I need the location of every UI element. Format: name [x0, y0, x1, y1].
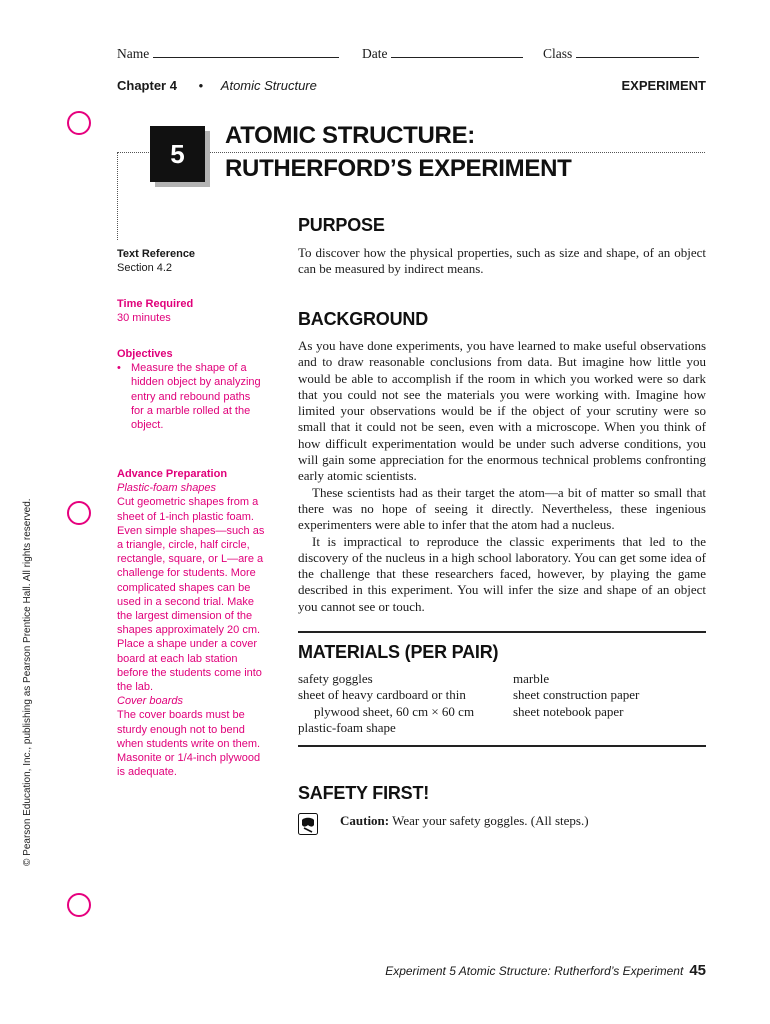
- material-item: sheet of heavy cardboard or thin: [298, 687, 466, 703]
- material-item: sheet notebook paper: [513, 703, 624, 719]
- objective-text: Measure the shape of a hidden object by analyzing entry and rebound paths for a marble rolled at the object.: [131, 362, 261, 432]
- class-blank: [576, 56, 699, 58]
- materials-column-2: [513, 671, 639, 720]
- binder-hole-middle: [67, 501, 91, 525]
- page-number: 45: [689, 962, 706, 979]
- purpose-heading: PURPOSE: [298, 215, 385, 235]
- caution-text: Wear your safety goggles. (All steps.): [392, 813, 589, 828]
- chapter-topic: Atomic Structure: [220, 78, 317, 93]
- material-item: plastic-foam shape: [298, 719, 396, 735]
- materials-column-1: [298, 671, 474, 736]
- binder-hole-top: [67, 111, 91, 135]
- name-label: Name: [117, 46, 150, 61]
- footer-text: Experiment 5 Atomic Structure: Rutherford’s Experiment: [385, 964, 684, 978]
- safety-heading: SAFETY FIRST!: [298, 783, 430, 803]
- chapter-line: [117, 78, 317, 93]
- sidebar-objectives: [117, 347, 272, 432]
- material-item: sheet construction paper: [513, 687, 640, 703]
- class-field: [543, 46, 699, 62]
- objective-item: [117, 361, 272, 432]
- background-paragraph-3: It is impractical to reproduce the classic experiments that led to the discovery of the nucleus in a high school laboratory. You can get some idea of the challenge that these researchers faced, however, by playing the game described in this experiment. You will infer the size and shape of an object you cannot see or touch.: [298, 533, 706, 614]
- name-field: [117, 46, 339, 62]
- title-dotted-vertical: [117, 152, 118, 240]
- material-item: marble: [513, 671, 550, 686]
- objectives-heading: Objectives: [117, 348, 173, 360]
- goggles-icon: [298, 813, 318, 835]
- background-paragraph-1: As you have done experiments, you have learned to make useful observations and to draw reasonable conclusions from data. But imagine how little you would be able to accomplish if the room in which you worked were so dark that you could not see the materials you were working with. Imagine how limited your observations would be if the object of your scrutiny were so small that it could not be seen, even with a microscope. When you think of how difficult experimentation would be under such adverse conditions, you will gain some appreciation for the enormous technical problems confronting early atomic scientists.: [298, 338, 706, 484]
- purpose-paragraph: To discover how the physical properties, such as size and shape, of an object can be measured by indirect means.: [298, 245, 706, 277]
- date-blank: [391, 56, 523, 58]
- experiment-tag: EXPERIMENT: [621, 78, 706, 93]
- text-reference-heading: Text Reference: [117, 248, 196, 260]
- class-label: Class: [543, 46, 573, 61]
- copyright-notice: © Pearson Education, Inc., publishing as Pearson Prentice Hall. All rights reserved.: [22, 498, 33, 866]
- objective-bullet: •: [117, 362, 121, 375]
- text-reference-value: Section 4.2: [117, 262, 173, 275]
- materials-top-rule: [298, 631, 706, 633]
- sidebar-text-reference: [117, 247, 272, 275]
- advance-prep-heading: Advance Preparation: [117, 468, 228, 480]
- cover-boards-text: The cover boards must be sturdy enough not to bend when students write on them. Masonite or 1/4-inch plywood is adequate.: [117, 709, 261, 779]
- caution-label: Caution:: [340, 813, 390, 828]
- title-line-1: ATOMIC STRUCTURE:: [225, 122, 475, 149]
- cover-boards-heading: Cover boards: [117, 695, 184, 708]
- page-title: [225, 119, 571, 185]
- plastic-foam-heading: Plastic-foam shapes: [117, 482, 217, 495]
- sidebar-time-required: [117, 297, 272, 325]
- time-required-value: 30 minutes: [117, 312, 171, 325]
- date-label: Date: [362, 46, 388, 61]
- purpose-text: [298, 245, 706, 278]
- material-item: safety goggles: [298, 671, 373, 686]
- page-footer: [385, 962, 706, 979]
- date-field: [362, 46, 523, 62]
- materials-heading: MATERIALS (PER PAIR): [298, 642, 499, 662]
- background-text: [298, 338, 706, 615]
- name-blank: [153, 56, 339, 58]
- sidebar-advance-preparation: [117, 467, 269, 779]
- binder-hole-bottom: [67, 893, 91, 917]
- chapter-number: Chapter 4: [117, 78, 177, 93]
- chapter-bullet: •: [198, 78, 204, 93]
- time-required-heading: Time Required: [117, 298, 194, 310]
- experiment-number: 5: [150, 126, 205, 182]
- material-item: plywood sheet, 60 cm × 60 cm: [314, 703, 475, 719]
- title-line-2: RUTHERFORD’S EXPERIMENT: [225, 155, 572, 182]
- caution-note: [340, 813, 589, 829]
- background-heading: BACKGROUND: [298, 309, 428, 329]
- background-paragraph-2: These scientists had as their target the atom—a bit of matter so small that there was no hope of seeing it directly. Nevertheless, these ingenious experimenters were able to infer that the atom had a nucleus.: [298, 484, 706, 533]
- materials-bottom-rule: [298, 745, 706, 747]
- plastic-foam-text: Cut geometric shapes from a sheet of 1-inch plastic foam. Even simple shapes—such as a triangle, circle, half circle, rectangle, square, or L—are a challenge for students. More complicated shapes can be used in a second trial. Make the largest dimension of the shapes approximately 20 cm. Place a shape under a cover board at each lab station before the students come into the lab.: [117, 496, 265, 694]
